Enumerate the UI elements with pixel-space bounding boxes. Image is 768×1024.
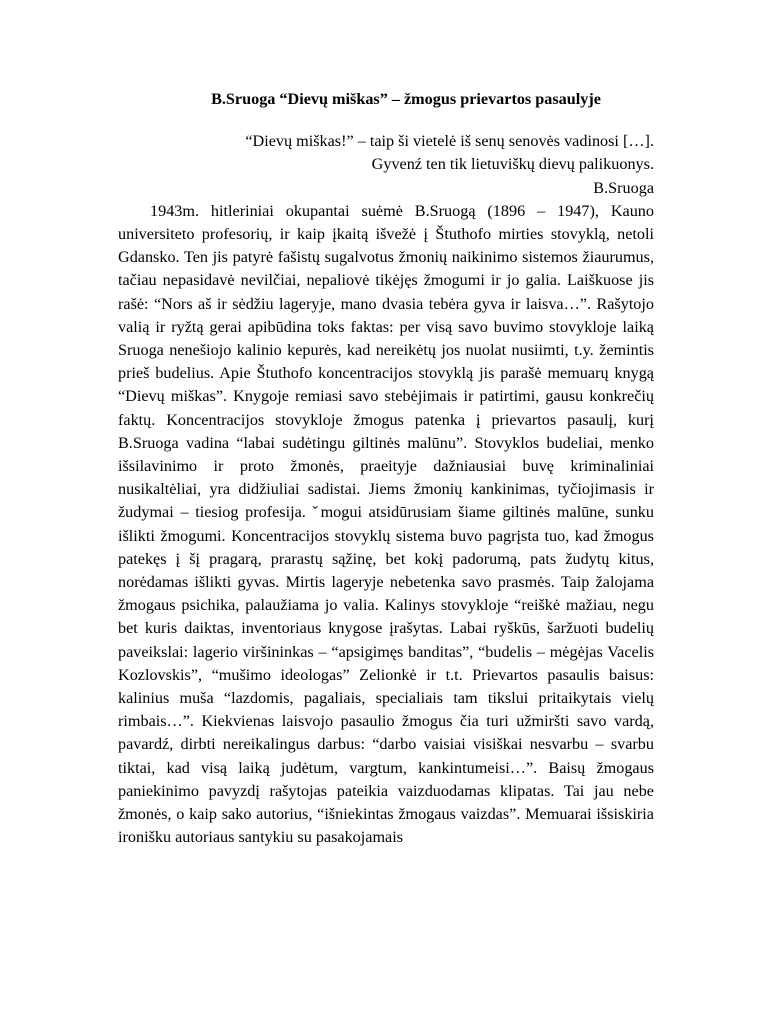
epigraph xyxy=(118,130,654,200)
epigraph-author: B.Sruoga xyxy=(593,178,654,197)
epigraph-line-2: Gyvenź ten tik lietuviškų dievų palikuonys. xyxy=(371,155,654,174)
body-paragraph: 1943m. hitleriniai okupantai suėmė B.Sruogą (1896 – 1947), Kauno universiteto profesorių, ir kaip įkaitą išvežė į Štuthofo mirties stovyklą, netoli Gdansko. Ten jis patyrė fašistų sugalvotus žmonių naikinimo sistemos žiaurumus, tačiau nepasidavė nevilčiai, nepaliovė tikėjęs žmogumi ir jo galia. Laiškuose jis rašė: “Nors aš ir sėdžiu lageryje, mano dvasia tebėra gyva ir laisva…”. Rašytojo valią ir ryžtą gerai apibūdina toks faktas: per visą savo buvimo stovykloje laiką Sruoga nenešiojo kalinio kepurės, kad nereikėtų jos nuolat nusiimti, t.y. žemintis prieš budelius. Apie Štuthofo koncentracijos stovyklą jis parašė memuarų knygą “Dievų miškas”. Knygoje remiasi savo stebėjimais ir patirtimi, gausu konkrečių faktų. Koncentracijos stovykloje žmogus patenka į prievartos pasaulį, kurį B.Sruoga vadina “labai sudėtingu giltinės malūnu”. Stovyklos budeliai, menko išsilavinimo ir proto žmonės, praeityje dažniausiai buvę kriminaliniai nusikaltėliai, yra didžiuliai sadistai. Jiems žmonių kankinimas, tyčiojimasis ir žudymai – tiesiog profesija. ˇmogui atsidūrusiam šiame giltinės malūne, sunku išlikti žmogumi. Koncentracijos stovyklų sistema buvo pagrįsta tuo, kad žmogus patekęs į šį pragarą, prarastų sąžinę, bet kokį padorumą, pats žudytų kitus, norėdamas išlikti gyvas. Mirtis lageryje nebetenka savo prasmės. Taip žalojama žmogaus psichika, palaužiama jo valia. Kalinys stovykloje “reiškė mažiau, negu bet kuris daiktas, inventoriaus knygose įrašytas. Labai ryškūs, šaržuoti budelių paveikslai: lagerio viršininkas – “apsigimęs banditas”, “budelis – mėgėjas Vacelis Kozlovskis”, “mušimo ideologas” Zelionkė ir t.t. Prievartos pasaulis baisus: kalinius muša “lazdomis, pagaliais, specialiais tam tikslui pritaikytais vielų rimbais…”. Kiekvienas laisvojo pasaulio žmogus čia turi užmiršti savo vardą, pavardź, dirbti nereikalingus darbus: “darbo vaisiai visiškai nesvarbu – svarbu tiktai, kad visą laiką judėtum, vargtum, kankintumeisi…”. Baisų žmogaus paniekinimo pavyzdį rašytojas pateikia vaizduodamas klipatas. Tai jau nebe žmonės, o kaip sako autorius, “išniekintas žmogaus vaizdas”. Memuarai išsiskiria ironišku autoriaus santykiu su pasakojamais xyxy=(118,201,654,847)
document-page xyxy=(118,88,654,850)
epigraph-line-1: “Dievų miškas!” – taip ši vietelė iš senų senovės vadinosi […]. xyxy=(245,132,654,151)
document-title: B.Sruoga “Dievų miškas” – žmogus prievartos pasaulyje xyxy=(211,90,601,108)
